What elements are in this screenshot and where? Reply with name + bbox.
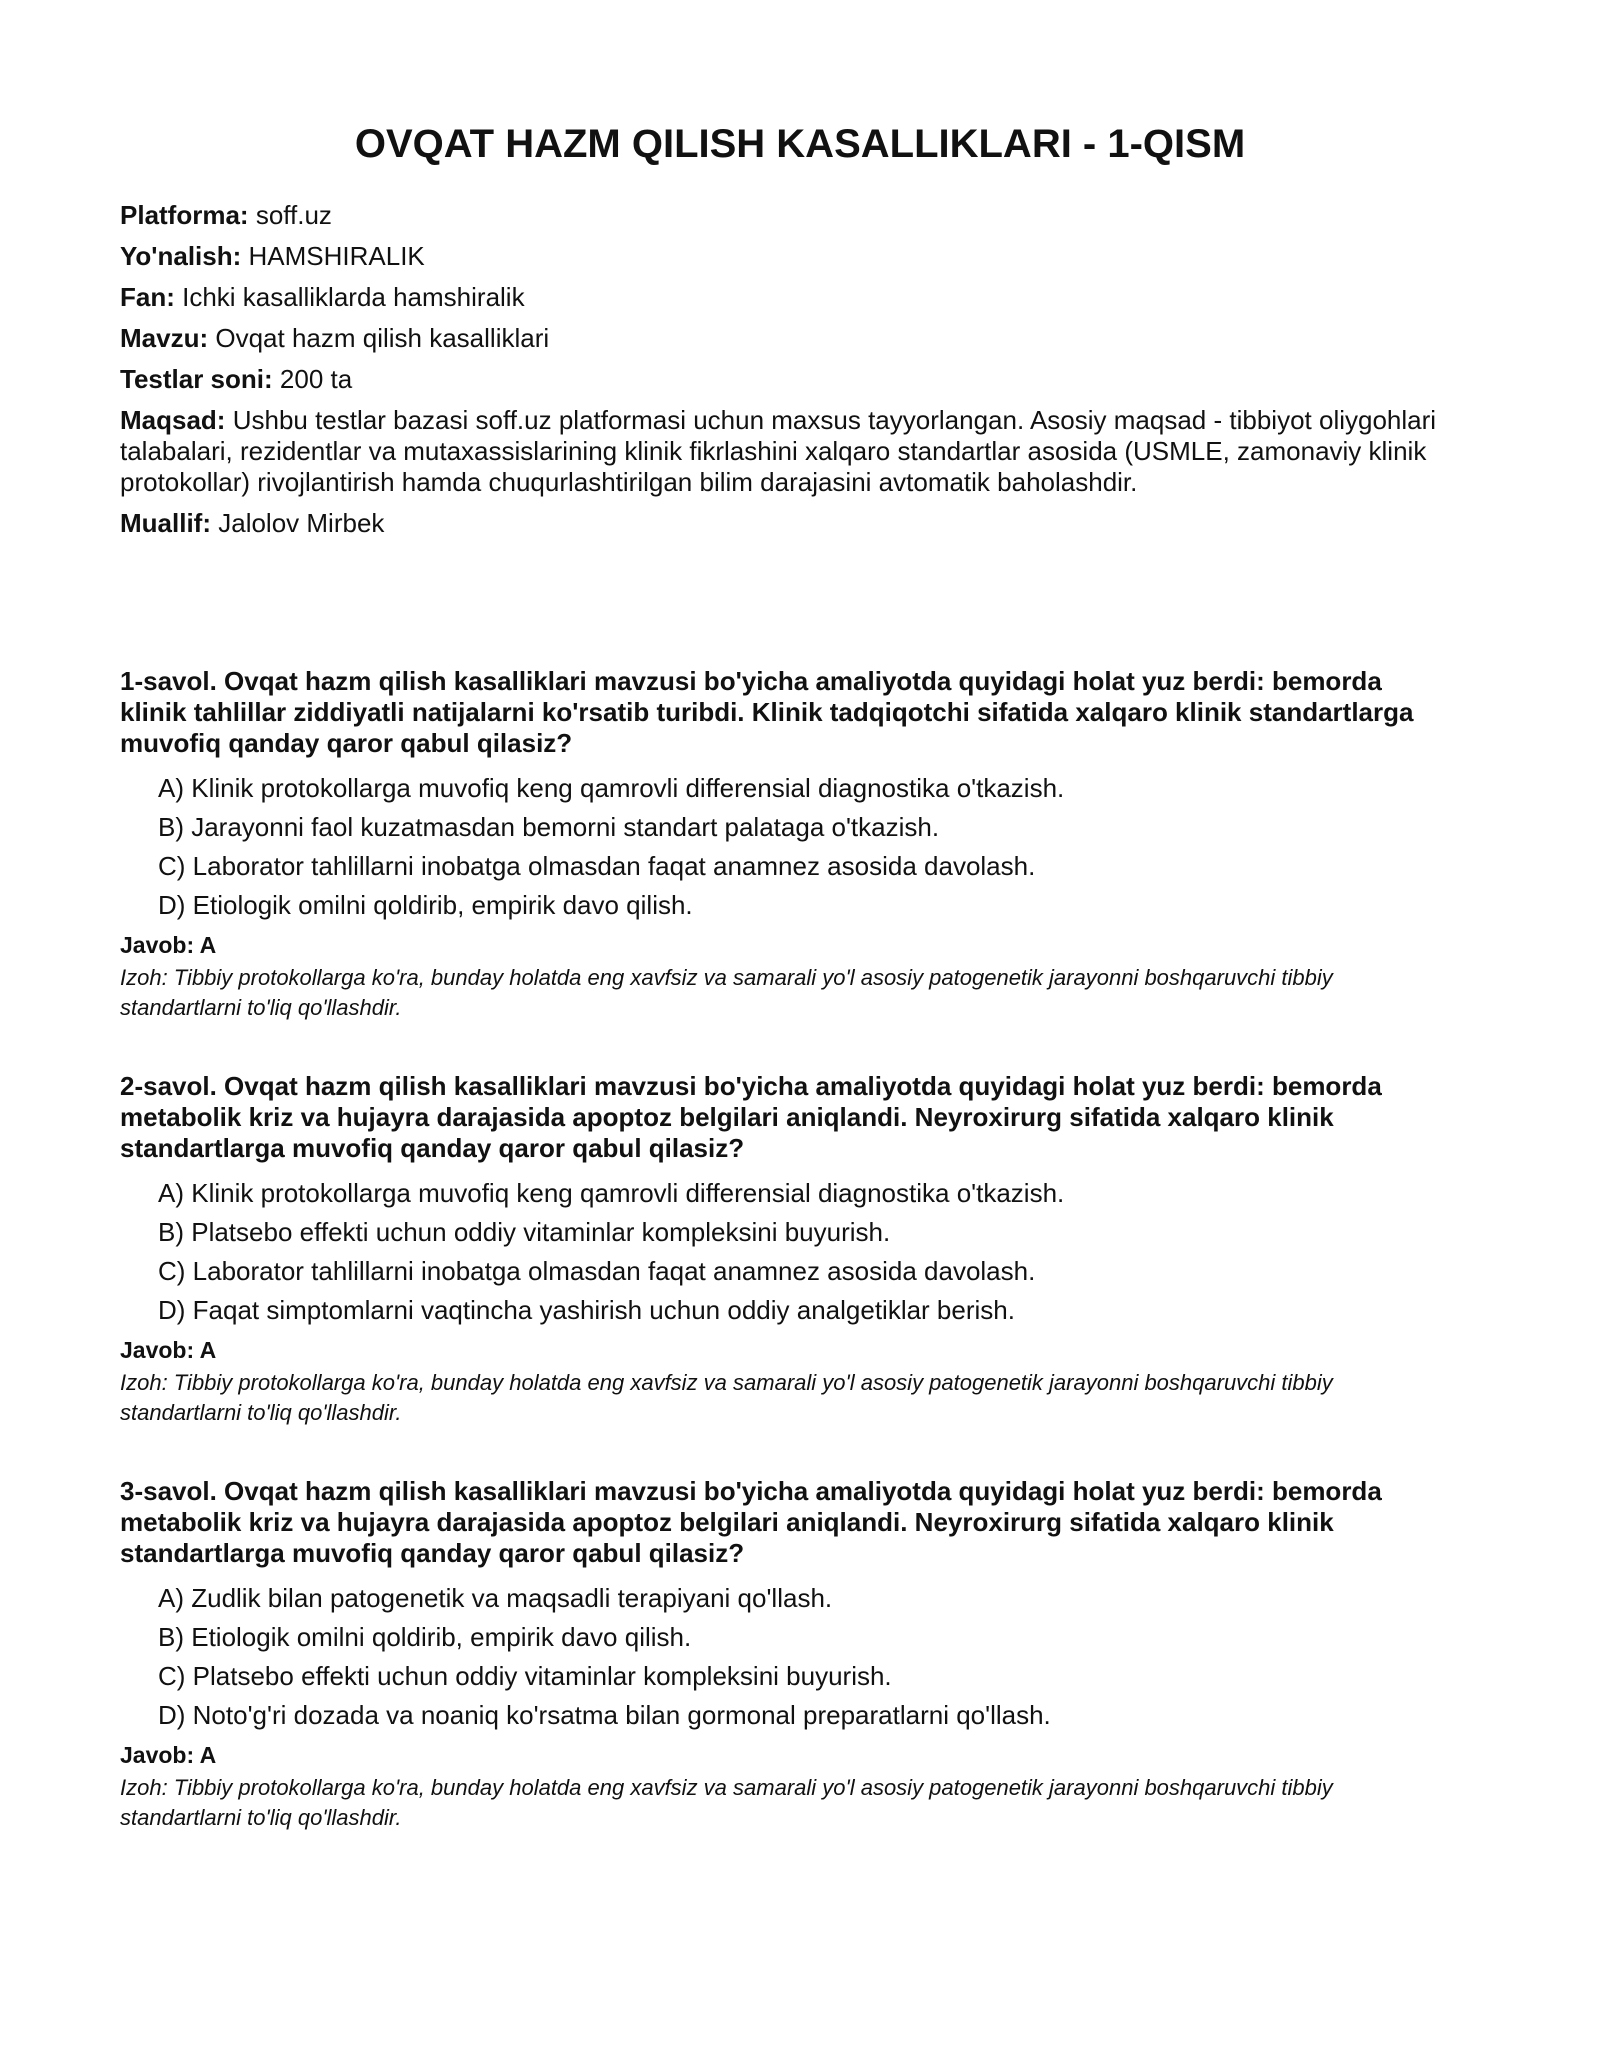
document-title: OVQAT HAZM QILISH KASALLIKLARI - 1-QISM	[354, 122, 1246, 166]
question-list	[120, 666, 1450, 1881]
option-d: D) Etiologik omilni qoldirib, empirik davo qilish.	[158, 890, 693, 920]
meta-value: Jalolov Mirbek	[218, 508, 385, 538]
meta-key: Fan:	[120, 282, 175, 312]
answer-options	[120, 773, 1450, 921]
answer-options	[120, 1583, 1450, 1731]
meta-purpose	[120, 405, 1450, 498]
meta-value: Ichki kasalliklarda hamshiralik	[182, 282, 525, 312]
option-c: C) Laborator tahlillarni inobatga olmasdan faqat anamnez asosida davolash.	[158, 1256, 1036, 1286]
question-text: 2-savol. Ovqat hazm qilish kasalliklari mavzusi bo'yicha amaliyotda quyidagi holat yuz berdi: bemorda metabolik kriz va hujayra darajasida apoptoz belgilari aniqlandi. Neyroxirurg sifatida xalqaro klinik standartlarga muvofiq qanday qaror qabul qilasiz?	[120, 1071, 1382, 1163]
meta-value: Ovqat hazm qilish kasalliklari	[215, 323, 550, 353]
question-1	[120, 666, 1450, 1023]
option-b: B) Platsebo effekti uchun oddiy vitaminlar kompleksini buyurish.	[158, 1217, 891, 1247]
meta-subject	[120, 282, 1450, 313]
option-b: B) Jarayonni faol kuzatmasdan bemorni standart palataga o'tkazish.	[158, 812, 940, 842]
option-a: A) Zudlik bilan patogenetik va maqsadli terapiyani qo'llash.	[158, 1583, 833, 1613]
option-d: D) Faqat simptomlarni vaqtincha yashirish uchun oddiy analgetiklar berish.	[158, 1295, 1015, 1325]
meta-key: Platforma:	[120, 200, 249, 230]
meta-key: Yo'nalish:	[120, 241, 242, 271]
meta-value: 200 ta	[279, 364, 353, 394]
meta-key: Muallif:	[120, 508, 211, 538]
meta-topic	[120, 323, 1450, 354]
option-c: C) Laborator tahlillarni inobatga olmasdan faqat anamnez asosida davolash.	[158, 851, 1036, 881]
meta-direction	[120, 241, 1450, 272]
answer-options	[120, 1178, 1450, 1326]
question-2	[120, 1071, 1450, 1428]
correct-answer: Javob: A	[120, 1742, 217, 1768]
question-text: 3-savol. Ovqat hazm qilish kasalliklari mavzusi bo'yicha amaliyotda quyidagi holat yuz berdi: bemorda metabolik kriz va hujayra darajasida apoptoz belgilari aniqlandi. Neyroxirurg sifatida xalqaro klinik standartlarga muvofiq qanday qaror qabul qilasiz?	[120, 1476, 1382, 1568]
meta-value: Ushbu testlar bazasi soff.uz platformasi uchun maxsus tayyorlangan. Asosiy maqsad - tibbiyot oliygohlari talabalari, rezidentlar va mutaxassislarining klinik fikrlashini xalqaro standartlar asosida (USMLE, zamonaviy klinik protokollar) rivojlantirish hamda chuqurlashtirilgan bilim darajasini avtomatik baholashdir.	[120, 405, 1437, 497]
meta-test-count	[120, 364, 1450, 395]
meta-platform	[120, 200, 1450, 231]
meta-value: soff.uz	[255, 200, 332, 230]
question-3	[120, 1476, 1450, 1833]
question-text: 1-savol. Ovqat hazm qilish kasalliklari mavzusi bo'yicha amaliyotda quyidagi holat yuz berdi: bemorda klinik tahlillar ziddiyatli natijalarni ko'rsatib turibdi. Klinik tadqiqotchi sifatida xalqaro klinik standartlarga muvofiq qanday qaror qabul qilasiz?	[120, 666, 1414, 758]
correct-answer: Javob: A	[120, 1337, 217, 1363]
document-metadata	[120, 200, 1450, 549]
meta-key: Mavzu:	[120, 323, 209, 353]
option-c: C) Platsebo effekti uchun oddiy vitaminlar kompleksini buyurish.	[158, 1661, 892, 1691]
option-a: A) Klinik protokollarga muvofiq keng qamrovli differensial diagnostika o'tkazish.	[158, 773, 1065, 803]
option-a: A) Klinik protokollarga muvofiq keng qamrovli differensial diagnostika o'tkazish.	[158, 1178, 1065, 1208]
option-b: B) Etiologik omilni qoldirib, empirik davo qilish.	[158, 1622, 692, 1652]
answer-explanation: Izoh: Tibbiy protokollarga ko'ra, bunday holatda eng xavfsiz va samarali yo'l asosiy patogenetik jarayonni boshqaruvchi tibbiy standartlarni to'liq qo'llashdir.	[120, 1775, 1333, 1830]
answer-explanation: Izoh: Tibbiy protokollarga ko'ra, bunday holatda eng xavfsiz va samarali yo'l asosiy patogenetik jarayonni boshqaruvchi tibbiy standartlarni to'liq qo'llashdir.	[120, 1370, 1333, 1425]
meta-author	[120, 508, 1450, 539]
meta-value: HAMSHIRALIK	[248, 241, 425, 271]
option-d: D) Noto'g'ri dozada va noaniq ko'rsatma bilan gormonal preparatlarni qo'llash.	[158, 1700, 1051, 1730]
meta-key: Maqsad:	[120, 405, 226, 435]
answer-explanation: Izoh: Tibbiy protokollarga ko'ra, bunday holatda eng xavfsiz va samarali yo'l asosiy patogenetik jarayonni boshqaruvchi tibbiy standartlarni to'liq qo'llashdir.	[120, 965, 1333, 1020]
correct-answer: Javob: A	[120, 932, 217, 958]
meta-key: Testlar soni:	[120, 364, 273, 394]
